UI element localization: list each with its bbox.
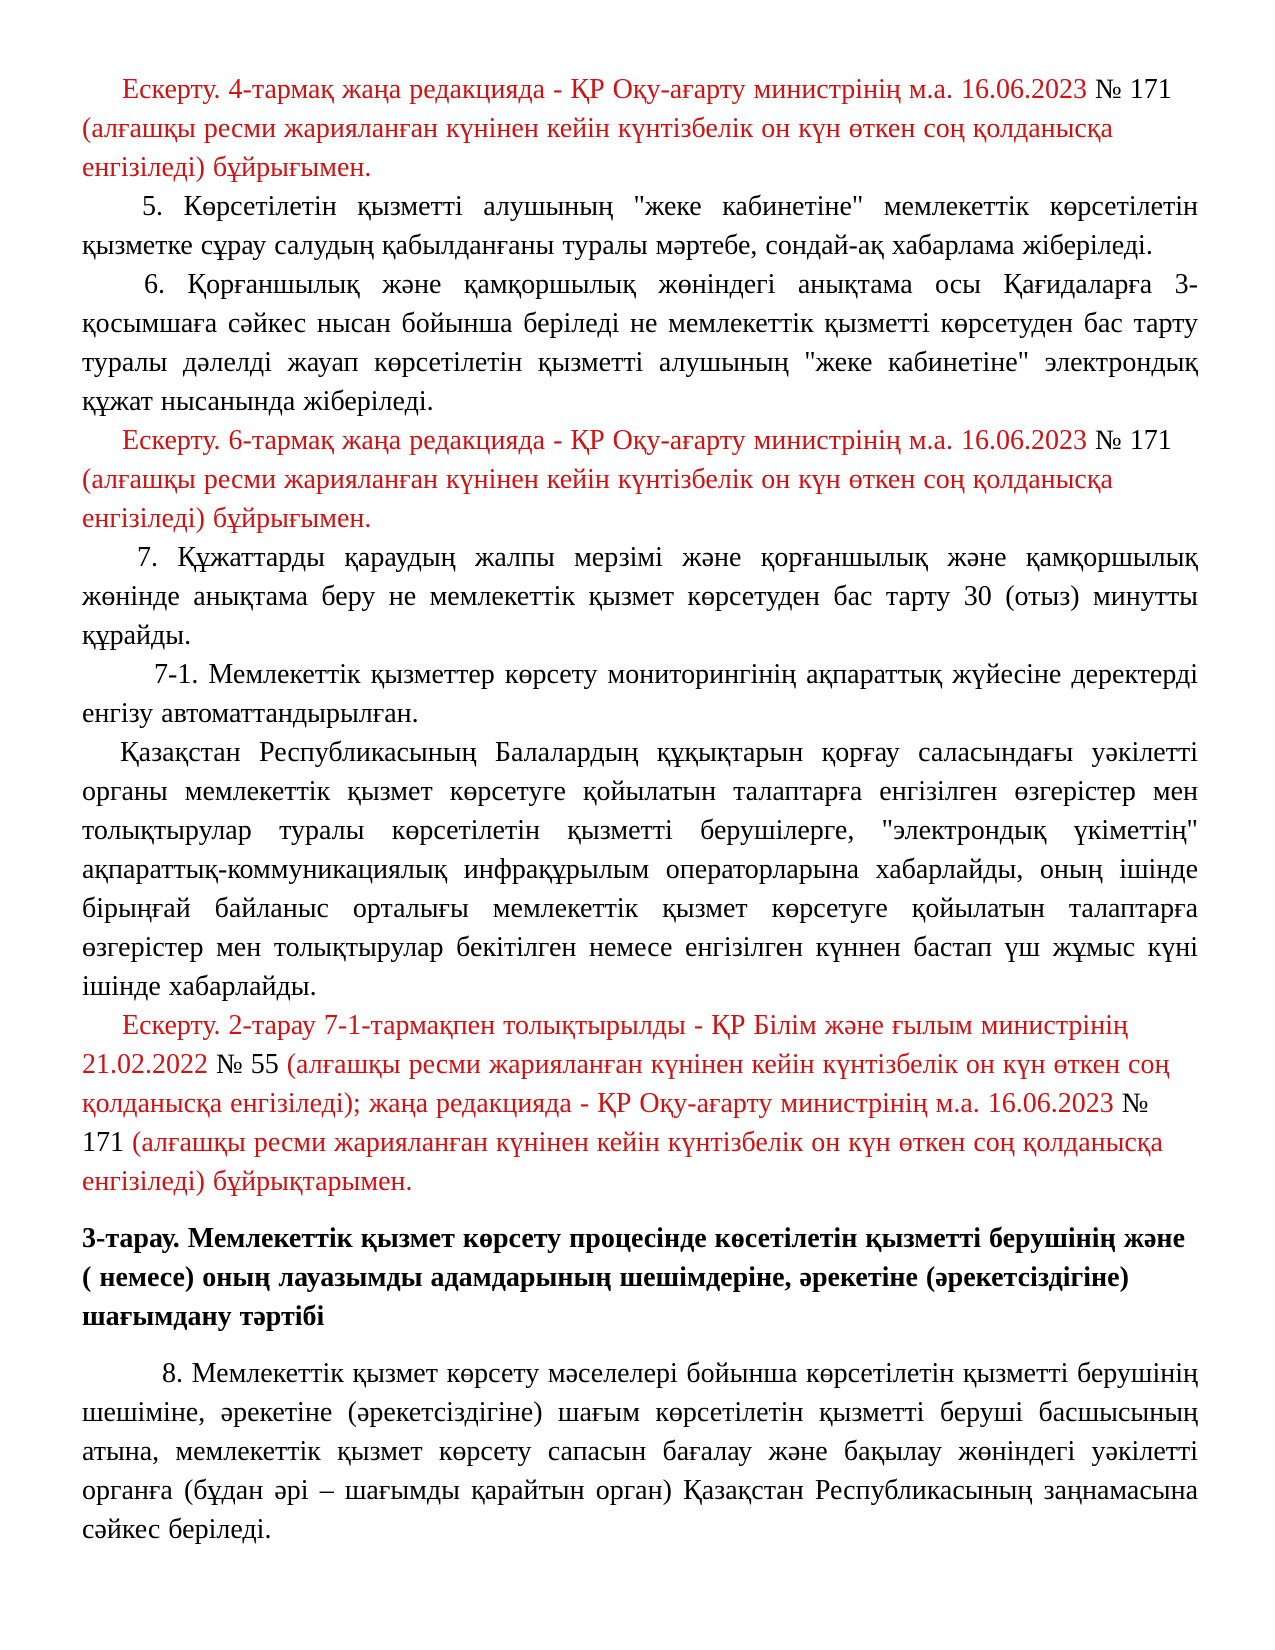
note-chapter-2-segment-2: (алғашқы ресми жарияланған күнінен кейін күнтізбелік он күн өткен соң қолданысқа енгізіледі); жаңа редакцияда - ҚР Оқу-ағарту министрінің м.а. 16.06.2023	[82, 1049, 1170, 1119]
note-item-6-segment-2: (алғашқы ресми жарияланған күнінен кейін күнтізбелік он күн өткен соң қолданысқа енгізіледі) бұйрығымен.	[82, 464, 1113, 534]
note-chapter-2-segment-3: № 171	[82, 1088, 1149, 1158]
para-7-1	[82, 655, 1198, 733]
document-body	[82, 70, 1198, 1549]
para-authority-segment-0: Қазақстан Республикасының Балалардың құқықтарын қорғау саласындағы уәкілетті органы мемлекеттік қызмет көрсетуге қойылатын талаптарға енгізілген өзгерістер мен толықтырулар туралы көрсетілетін қызметті берушілерге, "электрондық үкіметтің" ақпараттық-коммуникациялық инфрақұрылым операторларына хабарлайды, оның ішінде бірыңғай байланыс орталығы мемлекеттік қызмет көрсетуге қойылатын талаптарға өзгерістер мен толықтырулар бекітілген немесе енгізілген күннен бастап үш жұмыс күні ішінде хабарлайды.	[82, 737, 1198, 1002]
para-8-segment-0: 8. Мемлекеттік қызмет көрсету мәселелері бойынша көрсетілетін қызметті берушінің шешіміне, әрекетіне (әрекетсіздігіне) шағым көрсетілетін қызметті беруші басшысының атына, мемлекеттік қызмет көрсету сапасын бағалау және бақылау жөніндегі уәкілетті органға (бұдан әрі – шағымды қарайтын орган) Қазақстан Республикасының заңнамасына сәйкес беріледі.	[82, 1358, 1198, 1545]
note-chapter-2-segment-0: Ескерту. 2-тарау 7-1-тармақпен толықтырылды - ҚР Білім және ғылым министрінің 21.02.2022	[82, 1010, 1128, 1080]
para-8	[82, 1354, 1198, 1549]
note-item-6	[82, 421, 1198, 538]
heading-chapter-3	[82, 1219, 1198, 1336]
note-chapter-2	[82, 1006, 1198, 1201]
para-authority	[82, 733, 1198, 1006]
note-item-4-segment-1: № 171	[1094, 74, 1172, 105]
para-6	[82, 265, 1198, 421]
para-7-1-segment-0: 7-1. Мемлекеттік қызметтер көрсету мониторингінің ақпараттық жүйесіне деректерді енгізу автоматтандырылған.	[82, 659, 1198, 729]
para-5	[82, 187, 1198, 265]
para-6-segment-0: 6. Қорғаншылық және қамқоршылық жөніндегі анықтама осы Қағидаларға 3-қосымшаға сәйкес нысан бойынша беріледі не мемлекеттік қызметті көрсетуден бас тарту туралы дәлелді жауап көрсетілетін қызметті алушының "жеке кабинетіне" электрондық құжат нысанында жіберіледі.	[82, 269, 1198, 417]
para-5-segment-0: 5. Көрсетілетін қызметті алушының "жеке кабинетіне" мемлекеттік көрсетілетін қызметке сұрау салудың қабылданғаны туралы мәртебе, сондай-ақ хабарлама жіберіледі.	[82, 191, 1198, 261]
note-item-6-segment-1: № 171	[1094, 425, 1172, 456]
note-chapter-2-segment-1: № 55	[216, 1049, 287, 1080]
note-item-6-segment-0: Ескерту. 6-тармақ жаңа редакцияда - ҚР Оқу-ағарту министрінің м.а. 16.06.2023	[122, 425, 1095, 456]
note-chapter-2-segment-4: (алғашқы ресми жарияланған күнінен кейін күнтізбелік он күн өткен соң қолданысқа енгізіледі) бұйрықтарымен.	[82, 1127, 1163, 1197]
heading-chapter-3-segment-0: 3-тарау. Мемлекеттік қызмет көрсету процесінде көсетілетін қызметті берушінің және ( немесе) оның лауазымды адамдарының шешімдеріне, әрекетіне (әрекетсіздігіне) шағымдану тәртібі	[82, 1223, 1185, 1332]
note-item-4-segment-0: Ескерту. 4-тармақ жаңа редакцияда - ҚР Оқу-ағарту министрінің м.а. 16.06.2023	[122, 74, 1095, 105]
para-7	[82, 538, 1198, 655]
note-item-4	[82, 70, 1198, 187]
note-item-4-segment-2: (алғашқы ресми жарияланған күнінен кейін күнтізбелік он күн өткен соң қолданысқа енгізіледі) бұйрығымен.	[82, 113, 1113, 183]
para-7-segment-0: 7. Құжаттарды қараудың жалпы мерзімі және қорғаншылық және қамқоршылық жөнінде анықтама беру не мемлекеттік қызмет көрсетуден бас тарту 30 (отыз) минутты құрайды.	[82, 542, 1198, 651]
